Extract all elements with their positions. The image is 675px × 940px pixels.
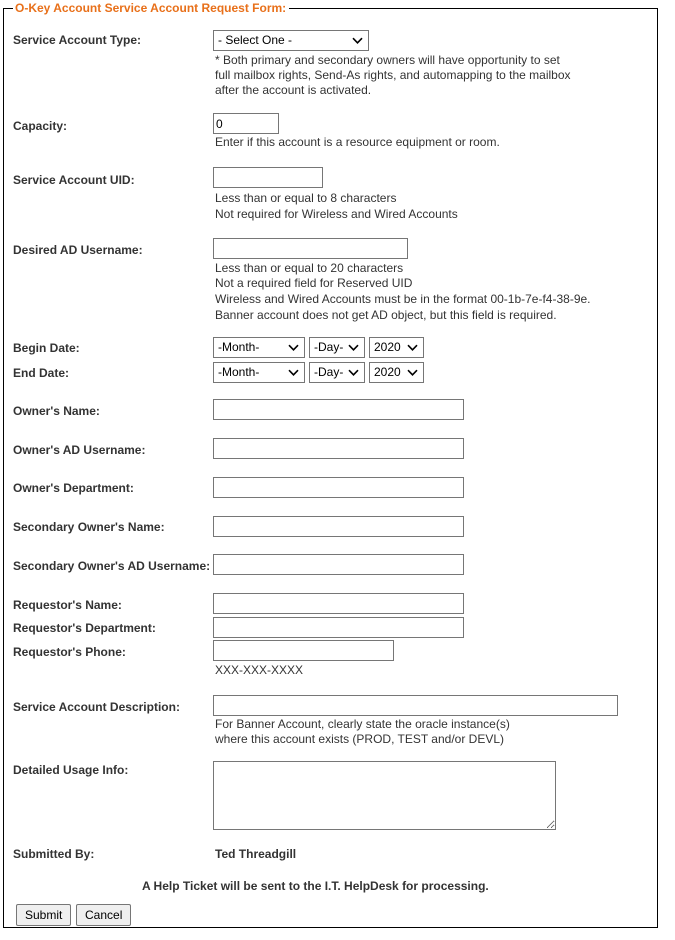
label-owner-name: Owner's Name: [13, 404, 100, 418]
desired-ad-username-input[interactable] [213, 238, 408, 259]
secondary-owner-name-input[interactable] [213, 516, 464, 537]
label-submitted-by: Submitted By: [13, 847, 95, 861]
label-owner-department: Owner's Department: [13, 481, 134, 495]
hint-desired-ad-username-4: Banner account does not get AD object, but this field is required. [215, 308, 557, 322]
label-end-date: End Date: [13, 366, 70, 380]
owner-name-input[interactable] [213, 399, 464, 420]
hint-capacity-1: Enter if this account is a resource equipment or room. [215, 135, 500, 149]
service-account-description-input[interactable] [213, 695, 618, 716]
hint-service-account-uid-1: Less than or equal to 8 characters [215, 191, 397, 205]
chevron-down-icon [288, 363, 299, 382]
label-service-account-uid: Service Account UID: [13, 173, 135, 187]
submit-button[interactable]: Submit [16, 904, 71, 926]
owner-department-input[interactable] [213, 477, 464, 498]
label-desired-ad-username: Desired AD Username: [13, 243, 143, 257]
label-requestor-phone: Requestor's Phone: [13, 645, 126, 659]
service-account-uid-input[interactable] [213, 167, 323, 188]
label-begin-date: Begin Date: [13, 341, 80, 355]
submitted-by-value: Ted Threadgill [215, 847, 297, 861]
cancel-button[interactable]: Cancel [76, 904, 131, 926]
chevron-down-icon [407, 338, 418, 357]
hint-service-account-description-1: For Banner Account, clearly state the oracle instance(s) [215, 717, 510, 731]
requestor-name-input[interactable] [213, 593, 464, 614]
label-service-account-description: Service Account Description: [13, 700, 180, 714]
hint-service-account-type-2: full mailbox rights, Send-As rights, and automapping to the mailbox [215, 68, 571, 82]
end-date-month-value: -Month- [218, 365, 260, 379]
capacity-input[interactable] [213, 113, 279, 134]
chevron-down-icon [348, 338, 359, 357]
label-capacity: Capacity: [13, 119, 68, 133]
begin-date-day-select[interactable] [309, 337, 365, 358]
requestor-department-input[interactable] [213, 617, 464, 638]
help-ticket-notice: A Help Ticket will be sent to the I.T. HelpDesk for processing. [142, 879, 489, 893]
begin-date-year-select[interactable] [369, 337, 424, 358]
hint-desired-ad-username-1: Less than or equal to 20 characters [215, 261, 404, 275]
hint-service-account-uid-2: Not required for Wireless and Wired Accounts [215, 207, 458, 221]
end-date-year-value: 2020 [374, 365, 401, 379]
request-form-fieldset [3, 1, 658, 928]
hint-desired-ad-username-3: Wireless and Wired Accounts must be in the format 00-1b-7e-f4-38-9e. [215, 292, 591, 306]
form-body [4, 9, 657, 927]
begin-date-month-select[interactable] [213, 337, 305, 358]
label-detailed-usage-info: Detailed Usage Info: [13, 763, 129, 777]
begin-date-month-value: -Month- [218, 340, 260, 354]
label-requestor-department: Requestor's Department: [13, 621, 156, 635]
detailed-usage-info-textarea[interactable] [213, 761, 556, 830]
chevron-down-icon [348, 363, 359, 382]
form-legend: O-Key Account Service Account Request Form: [13, 1, 289, 15]
begin-date-day-value: -Day- [314, 340, 344, 354]
label-owner-ad-username: Owner's AD Username: [13, 443, 146, 457]
secondary-owner-ad-username-input[interactable] [213, 554, 464, 575]
owner-ad-username-input[interactable] [213, 438, 464, 459]
end-date-year-select[interactable] [369, 362, 424, 383]
chevron-down-icon [288, 338, 299, 357]
service-account-type-select[interactable] [213, 30, 369, 51]
hint-service-account-description-2: where this account exists (PROD, TEST and/or DEVL) [215, 732, 505, 746]
hint-service-account-type-1: * Both primary and secondary owners will have opportunity to set [215, 53, 560, 67]
hint-service-account-type-3: after the account is activated. [215, 83, 372, 97]
end-date-day-select[interactable] [309, 362, 365, 383]
label-secondary-owner-ad-username: Secondary Owner's AD Username: [13, 559, 211, 573]
hint-requestor-phone-1: XXX-XXX-XXXX [215, 663, 304, 677]
label-requestor-name: Requestor's Name: [13, 598, 122, 612]
label-service-account-type: Service Account Type: [13, 33, 142, 47]
end-date-day-value: -Day- [314, 365, 344, 379]
chevron-down-icon [352, 31, 363, 50]
begin-date-year-value: 2020 [374, 340, 401, 354]
service-account-type-selected-value: - Select One - [218, 33, 293, 47]
end-date-month-select[interactable] [213, 362, 305, 383]
requestor-phone-input[interactable] [213, 640, 394, 661]
hint-desired-ad-username-2: Not a required field for Reserved UID [215, 276, 413, 290]
label-secondary-owner-name: Secondary Owner's Name: [13, 520, 165, 534]
chevron-down-icon [407, 363, 418, 382]
